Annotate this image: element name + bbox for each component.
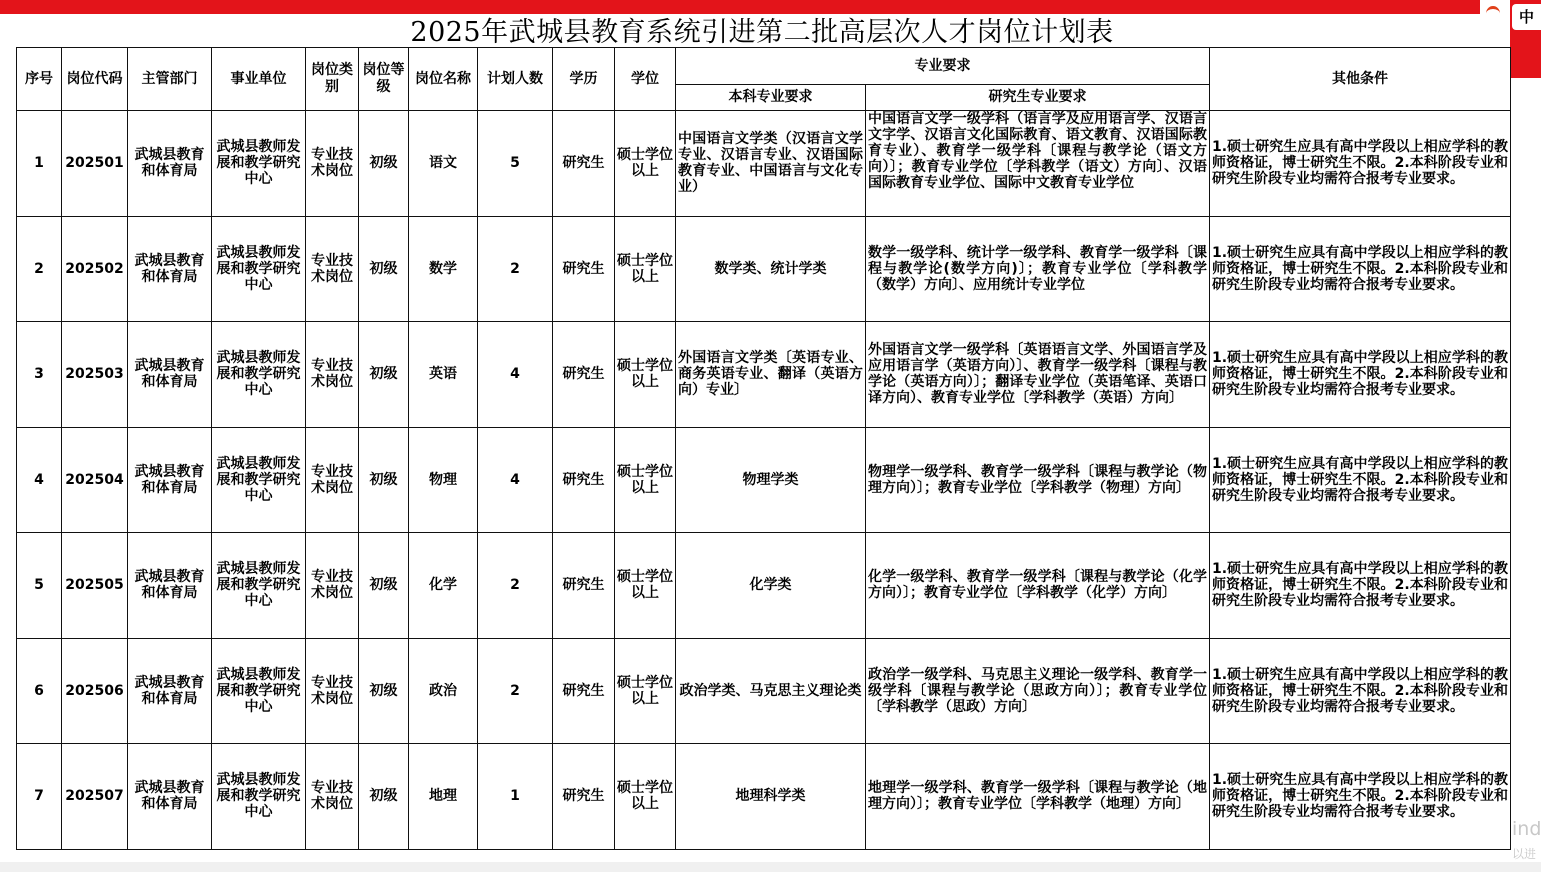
- cell-post: 政治: [409, 638, 478, 744]
- cell-grad-text: 化学一级学科、教育学一级学科〔课程与教学论（化学方向）〕；教育专业学位〔学科教学（化学）方向〕: [868, 569, 1207, 602]
- cell-unit: 武城县教师发展和教学研究中心: [212, 744, 306, 850]
- watermark-subtext: 以进: [1512, 847, 1537, 861]
- cell-post: 地理: [409, 744, 478, 850]
- cell-education: 研究生: [553, 111, 615, 217]
- cell-grad: [866, 322, 1210, 428]
- cell-education: 研究生: [553, 638, 615, 744]
- cell-unit: 武城县教师发展和教学研究中心: [212, 638, 306, 744]
- plan-sheet: [14, 14, 1510, 858]
- cell-grad: [866, 638, 1210, 744]
- cell-degree: 硕士学位以上: [615, 533, 676, 639]
- table-row: [17, 533, 1511, 639]
- cell-category: 专业技术岗位: [306, 216, 359, 322]
- cell-dept: 武城县教育和体育局: [128, 322, 212, 428]
- cell-code: 202501: [62, 111, 128, 217]
- header-other: 其他条件: [1210, 48, 1511, 111]
- cell-other: [1210, 427, 1511, 533]
- cell-education: 研究生: [553, 322, 615, 428]
- table-row: [17, 638, 1511, 744]
- table-row: [17, 427, 1511, 533]
- cell-grad: [866, 533, 1210, 639]
- cell-category: 专业技术岗位: [306, 427, 359, 533]
- table-row: [17, 744, 1511, 850]
- cell-count: 2: [478, 216, 553, 322]
- cell-other-text: 1.硕士研究生应具有高中学段以上相应学科的教师资格证，博士研究生不限。2.本科阶段专业和研究生阶段专业均需符合报考专业要求。: [1212, 350, 1508, 399]
- cell-other: [1210, 533, 1511, 639]
- cell-other-text: 1.硕士研究生应具有高中学段以上相应学科的教师资格证，博士研究生不限。2.本科阶段专业和研究生阶段专业均需符合报考专业要求。: [1212, 666, 1508, 715]
- cell-post: 数学: [409, 216, 478, 322]
- header-dept: 主管部门: [128, 48, 212, 111]
- cell-undergrad: 化学类: [676, 533, 866, 639]
- cell-undergrad-text: 外国语言文学类〔英语专业、商务英语专业、翻译（英语方向）专业〕: [678, 350, 863, 399]
- cell-seq: 6: [17, 638, 62, 744]
- cell-grade: 初级: [359, 216, 409, 322]
- cell-code: 202507: [62, 744, 128, 850]
- cell-seq: 2: [17, 216, 62, 322]
- cell-post: 语文: [409, 111, 478, 217]
- cell-dept: 武城县教育和体育局: [128, 744, 212, 850]
- cell-degree: 硕士学位以上: [615, 427, 676, 533]
- header-degree: 学位: [615, 48, 676, 111]
- cell-count: 1: [478, 744, 553, 850]
- cell-grade: 初级: [359, 533, 409, 639]
- cell-undergrad: 数学类、统计学类: [676, 216, 866, 322]
- header-undergrad-req: 本科专业要求: [676, 85, 866, 111]
- cell-seq: 3: [17, 322, 62, 428]
- cell-other-text: 1.硕士研究生应具有高中学段以上相应学科的教师资格证，博士研究生不限。2.本科阶段专业和研究生阶段专业均需符合报考专业要求。: [1212, 561, 1508, 610]
- cell-other-text: 1.硕士研究生应具有高中学段以上相应学科的教师资格证，博士研究生不限。2.本科阶段专业和研究生阶段专业均需符合报考专业要求。: [1212, 139, 1508, 188]
- cell-category: 专业技术岗位: [306, 744, 359, 850]
- cell-count: 4: [478, 322, 553, 428]
- cell-code: 202505: [62, 533, 128, 639]
- cell-undergrad: 政治学类、马克思主义理论类: [676, 638, 866, 744]
- cell-seq: 7: [17, 744, 62, 850]
- cell-grad: [866, 744, 1210, 850]
- header-count: 计划人数: [478, 48, 553, 111]
- cell-grad-text: 物理学一级学科、教育学一级学科〔课程与教学论（物理方向）〕；教育专业学位〔学科教学（物理）方向〕: [868, 463, 1207, 496]
- cell-unit: 武城县教师发展和教学研究中心: [212, 427, 306, 533]
- cell-grad-text: 中国语言文学一级学科（语言学及应用语言学、汉语言文字学、汉语言文化国际教育、语文教育、汉语国际教育专业）、教育学一级学科〔课程与教学论（语文方向）〕；教育专业学位〔学科教学（语文）方向〕、汉语国际教育专业学位、国际中文教育专业学位: [868, 111, 1207, 192]
- cell-degree: 硕士学位以上: [615, 744, 676, 850]
- cell-code: 202503: [62, 322, 128, 428]
- page-title: 2025年武城县教育系统引进第二批高层次人才岗位计划表: [410, 17, 1114, 48]
- cell-other: [1210, 322, 1511, 428]
- cell-other: [1210, 111, 1511, 217]
- cell-other: [1210, 638, 1511, 744]
- cell-count: 2: [478, 638, 553, 744]
- header-category: 岗位类别: [306, 48, 359, 111]
- watermark-text: ind: [1512, 818, 1541, 840]
- cell-unit: 武城县教师发展和教学研究中心: [212, 322, 306, 428]
- cell-dept: 武城县教育和体育局: [128, 638, 212, 744]
- cell-undergrad-text: 中国语言文学类（汉语言文学专业、汉语言专业、汉语国际教育专业、中国语言与文化专业）: [678, 131, 863, 196]
- cell-education: 研究生: [553, 533, 615, 639]
- cell-post: 英语: [409, 322, 478, 428]
- header-grad-req: 研究生专业要求: [866, 85, 1210, 111]
- cell-grade: 初级: [359, 638, 409, 744]
- cell-post: 化学: [409, 533, 478, 639]
- bottom-strip: [0, 862, 1541, 872]
- header-major-req: 专业要求: [676, 48, 1210, 85]
- cell-unit: 武城县教师发展和教学研究中心: [212, 216, 306, 322]
- cell-seq: 4: [17, 427, 62, 533]
- cell-grad: [866, 111, 1210, 217]
- cell-other-text: 1.硕士研究生应具有高中学段以上相应学科的教师资格证，博士研究生不限。2.本科阶段专业和研究生阶段专业均需符合报考专业要求。: [1212, 244, 1508, 293]
- cell-count: 4: [478, 427, 553, 533]
- cell-category: 专业技术岗位: [306, 533, 359, 639]
- cell-other: [1210, 216, 1511, 322]
- cell-seq: 1: [17, 111, 62, 217]
- cell-dept: 武城县教育和体育局: [128, 216, 212, 322]
- cell-undergrad: 物理学类: [676, 427, 866, 533]
- cell-education: 研究生: [553, 744, 615, 850]
- cell-dept: 武城县教育和体育局: [128, 111, 212, 217]
- cell-grad-text: 政治学一级学科、马克思主义理论一级学科、教育学一级学科〔课程与教学论（思政方向）〕；教育专业学位〔学科教学（思政）方向〕: [868, 666, 1207, 715]
- cell-seq: 5: [17, 533, 62, 639]
- table-row: [17, 216, 1511, 322]
- cell-grad-text: 地理学一级学科、教育学一级学科〔课程与教学论（地理方向）〕；教育专业学位〔学科教学（地理）方向〕: [868, 780, 1207, 813]
- cell-other-text: 1.硕士研究生应具有高中学段以上相应学科的教师资格证，博士研究生不限。2.本科阶段专业和研究生阶段专业均需符合报考专业要求。: [1212, 772, 1508, 821]
- cell-category: 专业技术岗位: [306, 322, 359, 428]
- cell-post: 物理: [409, 427, 478, 533]
- cell-undergrad: 地理科学类: [676, 744, 866, 850]
- cell-count: 2: [478, 533, 553, 639]
- language-toggle[interactable]: 中: [1512, 4, 1541, 30]
- header-code: 岗位代码: [62, 48, 128, 111]
- job-plan-table: [16, 47, 1511, 850]
- table-row: [17, 322, 1511, 428]
- cell-unit: 武城县教师发展和教学研究中心: [212, 533, 306, 639]
- header-seq: 序号: [17, 48, 62, 111]
- cell-category: 专业技术岗位: [306, 638, 359, 744]
- cell-degree: 硕士学位以上: [615, 111, 676, 217]
- cell-code: 202506: [62, 638, 128, 744]
- header-unit: 事业单位: [212, 48, 306, 111]
- cell-other: [1210, 744, 1511, 850]
- header-grade: 岗位等级: [359, 48, 409, 111]
- cell-grade: 初级: [359, 111, 409, 217]
- cell-grad-text: 外国语言文学一级学科〔英语语言文学、外国语言学及应用语言学（英语方向）〕、教育学一级学科〔课程与教学论（英语方向）〕；翻译专业学位（英语笔译、英语口译方向）、教育专业学位〔学科教学（英语）方向〕: [868, 342, 1207, 407]
- cell-other-text: 1.硕士研究生应具有高中学段以上相应学科的教师资格证，博士研究生不限。2.本科阶段专业和研究生阶段专业均需符合报考专业要求。: [1212, 455, 1508, 504]
- top-red-banner: [0, 0, 1480, 14]
- header-education: 学历: [553, 48, 615, 111]
- header-post: 岗位名称: [409, 48, 478, 111]
- cell-unit: 武城县教师发展和教学研究中心: [212, 111, 306, 217]
- cell-undergrad: [676, 322, 866, 428]
- cell-degree: 硕士学位以上: [615, 638, 676, 744]
- cell-count: 5: [478, 111, 553, 217]
- cell-grad: [866, 427, 1210, 533]
- cell-grade: 初级: [359, 427, 409, 533]
- cell-degree: 硕士学位以上: [615, 322, 676, 428]
- cell-dept: 武城县教育和体育局: [128, 427, 212, 533]
- cell-category: 专业技术岗位: [306, 111, 359, 217]
- cell-code: 202504: [62, 427, 128, 533]
- table-row: [17, 111, 1511, 217]
- cell-grade: 初级: [359, 322, 409, 428]
- cell-grad: [866, 216, 1210, 322]
- cell-degree: 硕士学位以上: [615, 216, 676, 322]
- cell-undergrad: [676, 111, 866, 217]
- cell-dept: 武城县教育和体育局: [128, 533, 212, 639]
- cell-grade: 初级: [359, 744, 409, 850]
- cell-code: 202502: [62, 216, 128, 322]
- cell-education: 研究生: [553, 427, 615, 533]
- cell-grad-text: 数学一级学科、统计学一级学科、教育学一级学科〔课程与教学论(数学方向)〕；教育专业学位〔学科教学（数学）方向〕、应用统计专业学位: [868, 244, 1207, 293]
- cell-education: 研究生: [553, 216, 615, 322]
